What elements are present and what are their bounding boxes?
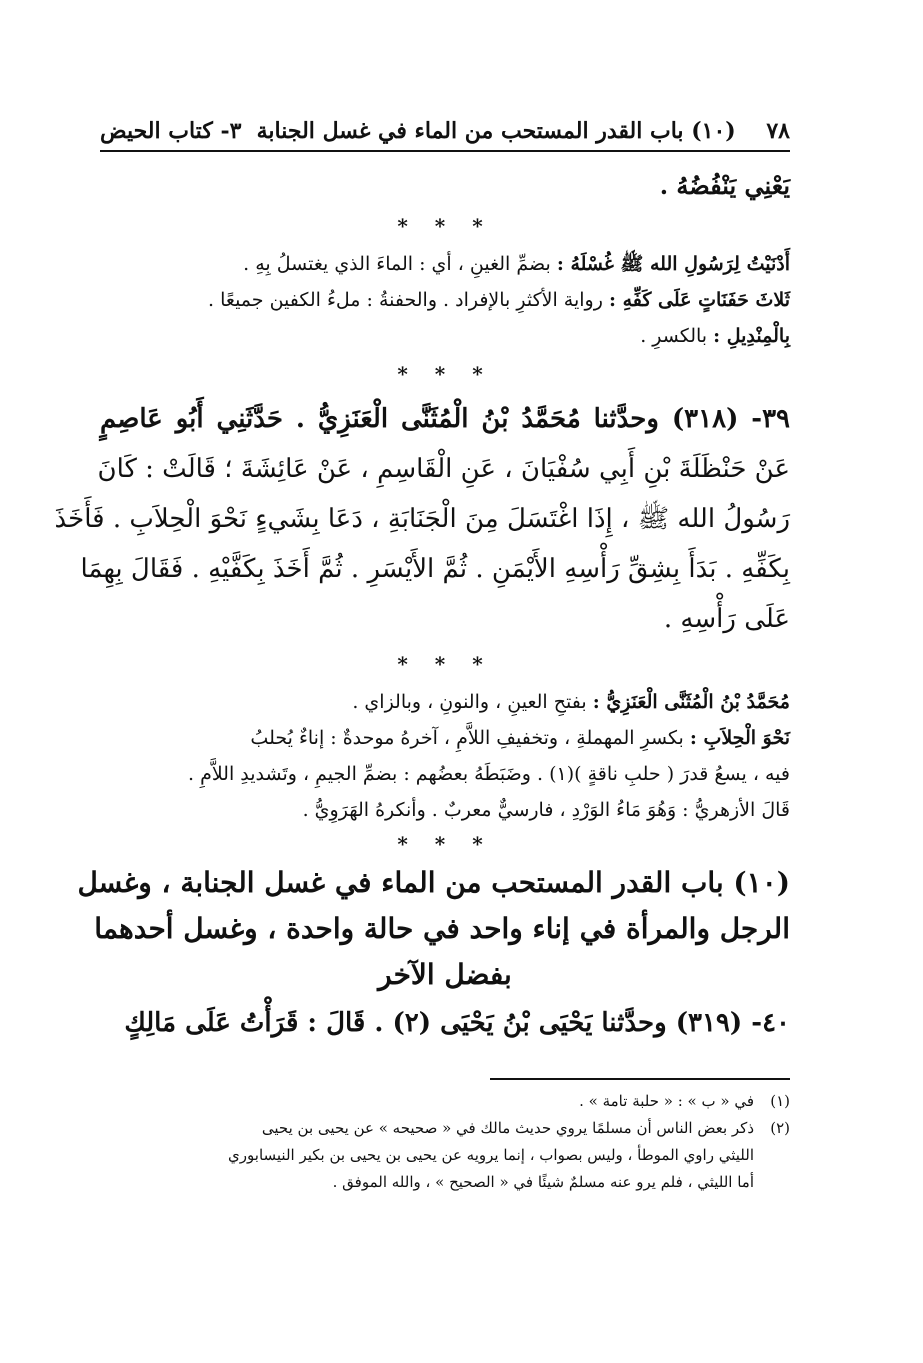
note-text: رواية الأكثرِ بالإفراد . والحفنةُ : ملءُ الكفين جميعًا . [208,289,609,311]
hadith-line: عَلَى رَأْسِهِ . [663,604,790,634]
header-right [257,118,790,144]
page-number: ٧٨ [766,118,790,144]
chapter-heading-line: (١٠) باب القدر المستحب من الماء في غسل الجنابة ، وغسل [77,866,790,899]
note-term: أَدْنَيْتُ لِرَسُولِ الله ﷺ غُسْلَهُ : [556,253,790,275]
note-line [100,720,790,756]
running-header [100,118,790,152]
separator: * * * [397,652,493,676]
note-line [100,756,790,792]
footnote-text: في « ب » : « حلبة تامة » . [579,1092,754,1110]
footnotes [100,1088,790,1196]
footnote-text: ذكر بعض الناس أن مسلمًا يروي حديث مالك في « صحيحه » عن يحيى بن يحيى [261,1119,754,1137]
hadith-line: بِكَفِّهِ . بَدَأَ بِشِقِّ رَأْسِهِ الأَيْمَنِ . ثُمَّ الأَيْسَرِ . ثُمَّ أَخَذَ بِكَفَّيْهِ . فَقَالَ بِهِمَا [80,554,790,584]
notes-block-b [100,684,790,828]
footnote-continuation: أما الليثي ، فلم يرو عنه مسلمٌ شيئًا في « الصحيح » ، والله الموفق . [332,1173,754,1191]
header-chapter-title: (١٠) باب القدر المستحب من الماء في غسل الجنابة [256,118,736,144]
separator: * * * [397,362,493,386]
hadith-line: رَسُولُ الله ﷺ ، إِذَا اغْتَسَلَ مِنَ الْجَنَابَةِ ، دَعَا بِشَيءٍ نَحْوَ الْحِلاَبِ . فَأَخَذَ [54,504,790,534]
footnote [100,1088,790,1115]
note-text: فيه ، يسعُ قدرَ ( حلبِ ناقةٍ )(١) . وضَبَطَهُ بعضُهم : بضمِّ الجيمِ ، وتَشديدِ اللاَّمِ . [187,763,790,785]
separator: * * * [397,214,493,238]
separator: * * * [397,832,493,856]
hadith-318 [54,394,790,644]
hadith-319-line: ٤٠- (٣١٩) وحدَّثنا يَحْيَى بْنُ يَحْيَى (٢) . قَالَ : قَرَأْتُ عَلَى مَالِكٍ [124,1008,790,1038]
chapter-heading [77,860,790,998]
footnote-continuation: الليثي راوي الموطأ ، وليس بصواب ، إنما يرويه عن يحيى بن يحيى بن بكير النيسابوري [228,1146,754,1164]
note-line [100,684,790,720]
hadith-line: عَنْ حَنْظَلَةَ بْنِ أَبِي سُفْيَانَ ، عَنِ الْقَاسِمِ ، عَنْ عَائِشَةَ ؛ قَالَتْ : كَانَ [97,454,790,484]
note-line [100,792,790,828]
opening-line: يَعْنِي يَنْفُضُهُ . [659,171,790,200]
note-text: بضمِّ الغينِ ، أي : الماءَ الذي يغتسلُ بِهِ . [243,253,557,275]
hadith-line: ٣٩- (٣١٨) وحدَّثنا مُحَمَّدُ بْنُ الْمُثَنَّى الْعَنَزِيُّ . حَدَّثَنِي أَبُو عَاصِمٍ [100,404,790,434]
footnote-divider [490,1078,790,1080]
note-line [100,318,790,354]
note-line [100,246,790,282]
note-term: بِالْمِنْدِيلِ : [713,325,790,347]
header-book-title: ٣- كتاب الحيض [100,118,242,144]
footnote [100,1115,790,1142]
chapter-heading-line: الرجل والمرأة في إناء واحد في حالة واحدة ، وغسل أحدهما [94,912,790,945]
note-term: نَحْوَ الْحِلاَبِ : [689,727,790,749]
note-term: مُحَمَّدُ بْنُ الْمُثَنَّى الْعَنَزِيُّ : [592,691,790,713]
footnote-mark: (٢) [770,1119,790,1137]
book-page [54,118,790,1196]
footnote-mark: (١) [770,1092,790,1110]
notes-block-a [100,246,790,354]
note-text: بكسرِ المهملةِ ، وتخفيفِ اللاَّمِ ، آخرهُ موحدةٌ : إناءٌ يُحلبُ [250,727,690,749]
note-text: بفتحِ العينِ ، والنونِ ، وبالزاي . [352,691,593,713]
chapter-heading-line: بفضل الآخر [378,958,512,991]
note-term: ثَلاثَ حَفَنَاتٍ عَلَى كَفِّهِ : [608,289,790,311]
note-text: قَالَ الأزهريُّ : وَهُوَ مَاءُ الوَرْدِ ، فارسيٌّ معربٌ . وأنكرهُ الهَرَوِيُّ . [302,799,790,821]
note-line [100,282,790,318]
note-text: بالكسرِ . [640,325,714,347]
